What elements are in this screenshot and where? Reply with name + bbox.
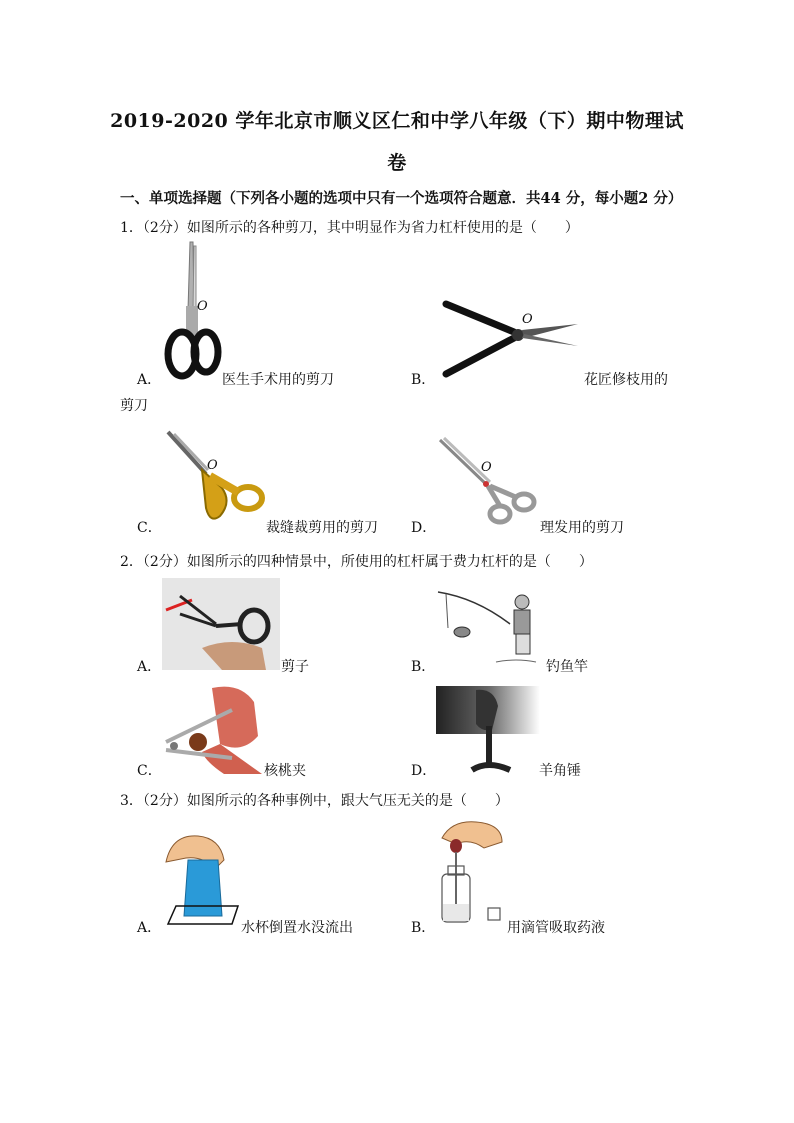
- tailor-scissors-image: [162, 428, 268, 528]
- document-title-line1: 2019-2020 学年北京市顺义区仁和中学八年级（下）期中物理试: [110, 110, 684, 132]
- pivot-label-o: O: [481, 460, 492, 475]
- option-a-label[interactable]: A．: [137, 372, 162, 388]
- question-3-stem: 3．（2分）如图所示的各种事例中，跟大气压无关的是（ ）: [120, 793, 509, 809]
- option-b-label[interactable]: B．: [411, 659, 436, 675]
- inverted-cup-image: [162, 832, 242, 928]
- option-b-text-continued: 剪刀: [120, 398, 148, 414]
- option-c-text: 核桃夹: [264, 763, 306, 779]
- pivot-label-o: O: [522, 312, 533, 327]
- scissors-photo-image: [162, 578, 280, 670]
- dropper-bottle-image: [436, 818, 506, 930]
- option-d-text: 理发用的剪刀: [540, 520, 624, 536]
- pivot-label-o: O: [207, 458, 218, 473]
- option-a-text: 医生手术用的剪刀: [222, 372, 334, 388]
- option-b-text: 花匠修枝用的: [584, 372, 668, 388]
- option-b-label[interactable]: B．: [411, 920, 436, 936]
- nutcracker-image: [162, 682, 268, 774]
- option-d-label[interactable]: D．: [411, 763, 437, 779]
- option-c-text: 裁缝裁剪用的剪刀: [266, 520, 378, 536]
- option-a-label[interactable]: A．: [137, 920, 162, 936]
- question-2-stem: 2．（2分）如图所示的四种情景中，所使用的杠杆属于费力杠杆的是（ ）: [120, 554, 593, 570]
- option-c-label[interactable]: C．: [137, 520, 162, 536]
- option-a-label[interactable]: A．: [137, 659, 162, 675]
- hair-scissors-image: [436, 436, 540, 528]
- option-c-label[interactable]: C．: [137, 763, 162, 779]
- section-header: 一、单项选择题（下列各小题的选项中只有一个选项符合题意．共44 分，每小题2 分）: [120, 190, 683, 207]
- pruning-shears-image: [440, 294, 582, 380]
- option-b-text: 用滴管吸取药液: [507, 920, 605, 936]
- option-a-text: 水杯倒置水没流出: [241, 920, 353, 936]
- option-b-text: 钓鱼竿: [546, 659, 588, 675]
- option-d-text: 羊角锤: [539, 763, 581, 779]
- option-a-text: 剪子: [281, 659, 309, 675]
- question-1-stem: 1．（2分）如图所示的各种剪刀，其中明显作为省力杠杆使用的是（ ）: [120, 220, 579, 236]
- pivot-label-o: O: [197, 299, 208, 314]
- document-title-line2: 卷: [387, 152, 407, 174]
- option-b-label[interactable]: B．: [411, 372, 436, 388]
- option-d-label[interactable]: D．: [411, 520, 437, 536]
- claw-hammer-image: [436, 686, 540, 778]
- fishing-rod-image: [436, 588, 542, 668]
- surgical-scissors-image: [160, 240, 230, 382]
